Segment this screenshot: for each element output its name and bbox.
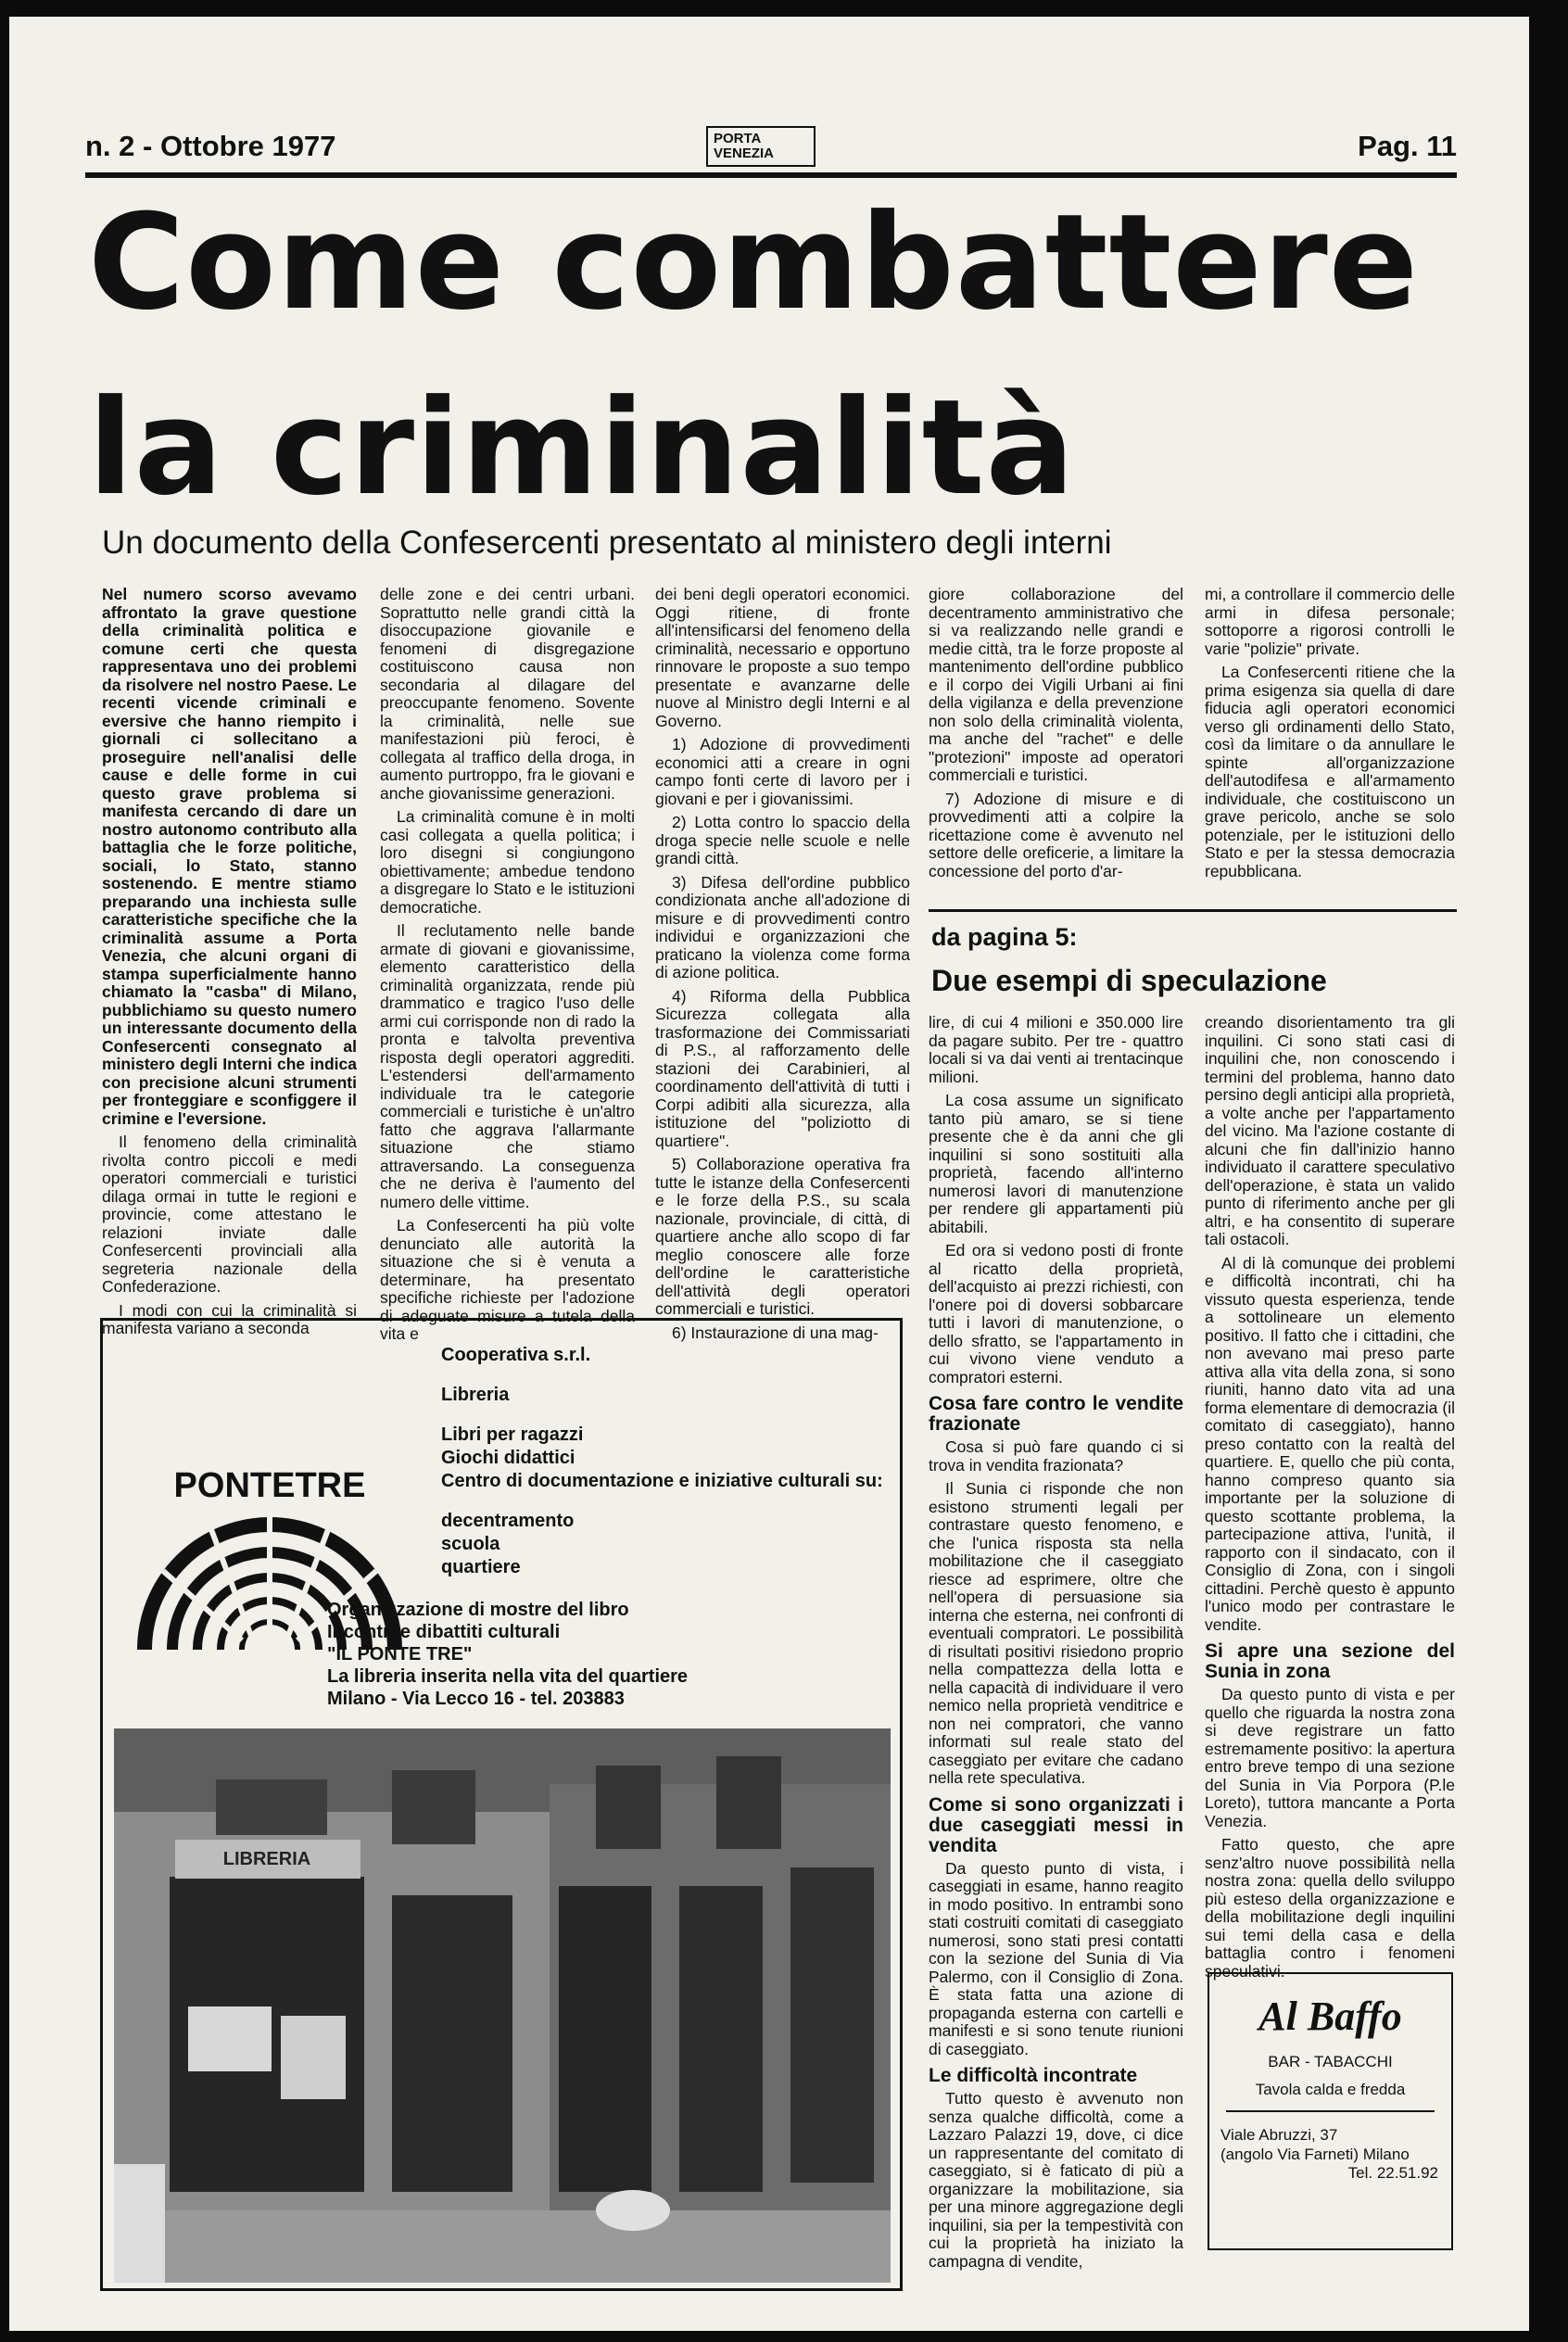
ad-line: Libri per ragazzi [441,1424,584,1445]
ad-line: La libreria inserita nella vita del quartiere [327,1666,689,1687]
ad-line: Centro di documentazione e iniziative culturali su: [441,1471,883,1491]
paragraph: La cosa assume un significato tanto più amaro, se si tiene presente che è da anni che gli inquilini si sono sostituiti alla proprietà, facendo all'interno numerosi lavori di manutenzione per rendere gli appartamenti più abitabili. [929,1091,1183,1236]
paragraph: 7) Adozione di misure e di provvedimenti atti a colpire la ricettazione come è avvenuto nel settore delle oreficerie, a limitare la concessione del porto d'ar- [929,789,1183,880]
ad-line: decentramento [441,1511,575,1531]
pontetre-advertisement [100,1318,903,2291]
ad-line: Libreria [441,1385,510,1405]
shop-sign: LIBRERIA [222,1849,311,1869]
al-baffo-phone: Tel. 22.51.92 [1347,2164,1438,2182]
paragraph: I modi con cui la criminalità si manifesta variano a seconda [102,1300,357,1337]
article-column-3 [655,586,910,1348]
paragraph: Da questo punto di vista e per quello che riguarda la nostra zona si deve registrare un fatto estremamente positivo: la apertura entro breve tempo di una sezione del Sunia in Via Porpora (P.le Loreto), tuttora mancante a Porta Venezia. [1205,1685,1455,1830]
paragraph: La Confesercenti ha più volte denunciato alle autorità la situazione che si è venuta a determinare, ha presentato specifiche richieste per l'adozione di adeguate misure a tutela della vita e [380,1216,635,1343]
paragraph: Il Sunia ci risponde che non esistono strumenti legali per contrastare questo fenomeno, e che l'unica risposta sta nella mobilitazione che il caseggiato riesce ad esprimere, oltre che nell'opera di persuasione sia interna che esterna, nei confronti di eventuali compratori. Le possibilità di risultati positivi risiedono proprio nella compattezza della lotta e nella capacità di individuare il vero nemico nella proprietà venditrice e non nei compratori, che vanno informati sul reale stato del caseggiato per evitare che cadano nella rete speculativa. [929,1479,1183,1787]
article-column-2 [380,586,635,1349]
paragraph: 1) Adozione di provvedimenti economici atti a creare in ogni campo fonti certe di lavoro per i giovani e per i giovanissimi. [655,735,910,808]
pontetre-organization [327,1599,883,1710]
section-kicker: da pagina 5: [931,923,1078,951]
paragraph: 4) Riforma della Pubblica Sicurezza collegata alla trasformazione dei Commissariati di P.S., al rafforzamento delle stazioni dei Carabinieri, al coordinamento dell'attività di tutti i Corpi adibiti alla sicurezza, alla istituzione del "poliziotto di quartiere". [655,986,910,1150]
paragraph: Ed ora si vedono posti di fronte al ricatto della proprietà, dell'acquisto ai prezzi richiesti, con l'onere poi di doversi sobbarcare tutti i lavori di manutenzione, o dello sfratto, se l'appartamento in cui vivono viene venduto a compratori esterni. [929,1241,1183,1386]
headline-line2: la criminalità [88,372,1076,525]
al-baffo-logo: Al Baffo [1258,1994,1402,2039]
al-baffo-advertisement [1208,1972,1453,2250]
divider [1226,2110,1435,2112]
subheading: Si apre una sezione del Sunia in zona [1205,1640,1455,1682]
paragraph: Tutto questo è avvenuto non senza qualche difficoltà, come a Lazzaro Palazzi 19, dove, ci dice un rappresentante del comitato di caseggiato, si è faticato di più a organizzare la mobilitazione, sia per una minore aggregazione degli inquilini, sia per la tempestività con cui la proprietà ha iniziato la campagna di vendite, [929,2089,1183,2271]
article-column-1 [102,586,357,1344]
paragraph: Al di là comunque dei problemi e difficoltà incontrati, chi ha vissuto questa esperienza, tende a sottolineare un elemento positivo. Il fatto che i cittadini, che non avevano mai preso parte attiva alla vita della zona, si sono riuniti, hanno dato vita ad una forma elementare di democrazia (il comitato di caseggiato), hanno preso contatto con la realtà del quartiere. E, quello che più conta, hanno compreso quanto sia importante per la soluzione di questo scottante problema, la partecipazione attiva, l'unità, il rapporto con il sindacato, con il Consiglio di Zona, con i singoli cittadini. Perchè questo è appunto l'unico modo per contrastare le vendite. [1205,1253,1455,1634]
speculation-column-2 [1205,1014,1455,1986]
subheading: Come si sono organizzati i due caseggiati messi in vendita [929,1793,1183,1856]
paragraph: mi, a controllare il commercio delle armi in difesa personale; sottoporre a rigorosi controlli le varie "polizie" private. [1205,585,1455,658]
paragraph: Fatto questo, che apre senz'altro nuove possibilità nella nostra zona: quella dello sviluppo più esteso della organizzazione e della mobilitazione degli inquilini sui temi della casa e della battaglia contro i fenomeni speculativi. [1205,1835,1455,1981]
ad-line: Incontri e dibattiti culturali [327,1622,561,1642]
paragraph: 2) Lotta contro lo spaccio della droga specie nelle scuole e nelle grandi città. [655,813,910,867]
al-baffo-offer: Tavola calda e fredda [1255,2081,1406,2098]
ad-line: Milano - Via Lecco 16 - tel. 203883 [327,1689,625,1709]
paragraph: Cosa si può fare quando ci si trova in vendita frazionata? [929,1437,1183,1475]
ad-line: Cooperativa s.r.l. [441,1345,591,1365]
subheadline: Un documento della Confesercenti presentato al ministero degli interni [102,525,1112,561]
ad-line: Organizzazione di mostre del libro [327,1600,629,1620]
bookshop-photo [114,1728,891,2283]
al-baffo-type: BAR - TABACCHI [1268,2053,1393,2070]
section-rule [929,909,1457,912]
paragraph: Da questo punto di vista, i caseggiati in esame, hanno reagito in modo positivo. In entrambi sono stati costruiti comitati di caseggiato numerosi, sono stati presi contatti con la sezione del Sunia di Via Palermo, con il Consiglio di Zona. È stata fatta una azione di propaganda esterna con cartelli e manifesti e si sono tenute riunioni di caseggiato. [929,1858,1183,2058]
paragraph: lire, di cui 4 milioni e 350.000 lire da pagare subito. Per tre - quattro locali si va dai venti ai trentacinque milioni. [929,1013,1183,1086]
ad-line: Giochi didattici [441,1448,575,1468]
lead-paragraph: Nel numero scorso avevamo affrontato la grave questione della criminalità politica e comune certi che questa rappresentava uno dei problemi da risolvere nel nostro Paese. Le recenti vicende criminali e eversive che hanno riempito i giornali ci sollecitano a proseguire nell'analisi delle cause e delle forme in cui questo grave problema si manifesta cercando di dare un nostro autonomo contributo alla battaglia che le forze politiche, sociali, lo Stato, stanno sostenendo. E mentre stiamo preparando una inchiesta sulle caratteristiche specifiche che la criminalità assume a Porta Venezia, che alcuni organi di stampa superficialmente hanno chiamato la "casba" di Milano, pubblichiamo su questo numero un interessante documento della Confesercenti consegnato al ministero degli Interni che indica con precisione alcuni strumenti per fronteggiare e sconfiggere il crimine e l'eversione. [102,585,357,1128]
paragraph: Il reclutamento nelle bande armate di giovani e giovanissime, elemento caratteristico della criminalità organizzata, rende più drammatico e tragico l'uso delle armi cui corrisponde non di rado la pronta e talvolta preventiva risposta degli operatori aggrediti. L'estendersi dell'armamento individuale tra le categorie commerciali e turistiche è un'altro fatto che aggrava l'allarmante situazione che stiamo attraversando. La conseguenza che ne deriva è l'aumento del numero delle vittime. [380,921,635,1211]
address-line: (angolo Via Farneti) Milano [1220,2146,1410,2163]
page-number: Pag. 11 [1358,130,1457,162]
subheading: Cosa fare contro le vendite frazionate [929,1393,1183,1435]
paragraph: 5) Collaborazione operativa fra tutte le istanze della Confesercenti e le forze della P.S., su scala nazionale, provinciale, di città, di quartiere anche allo scopo di far meglio conoscere alle forze dell'ordine le caratteristiche dell'attività degli operatori commerciali e turistici. [655,1155,910,1318]
al-baffo-address [1209,2125,1451,2164]
issue-date: n. 2 - Ottobre 1977 [85,130,336,162]
paragraph: 3) Difesa dell'ordine pubblico condizionata anche all'adozione di misure e di provvedimenti contro individui e organizzazioni che praticano la violenza come forma di azione politica. [655,872,910,981]
paragraph: creando disorientamento tra gli inquilini. Ci sono stati casi di inquilini che, non conoscendo i termini del problema, hanno dato persino degli anticipi alla proprietà, a volte anche per l'appartamento del vicino. Ma l'azione costante di alcuni che fin dall'inizio hanno individuato il carattere speculativo dell'operazione, è stata un valido punto di riferimento anche per gli altri, e ha consentito di superare tali ostacoli. [1205,1013,1455,1248]
emblem-text: PONTETRE [173,1466,366,1505]
logo-line1: PORTA [714,131,762,146]
paragraph: La criminalità comune è in molti casi collegata a quella politica; i loro disegni si congiungono obiettivamente; ambedue tendono a disgregare lo Stato e le istituzioni democratiche. [380,807,635,917]
ad-line: "IL PONTE TRE" [327,1644,473,1665]
ad-line: scuola [441,1534,500,1554]
article-column-5 [1205,586,1455,886]
pontetre-services [441,1344,895,1579]
speculation-column-1 [929,1014,1183,2276]
masthead-logo [706,126,816,167]
page-header [85,120,1457,169]
paragraph: giore collaborazione del decentramento amministrativo che si va realizzando nelle grandi e medie città, tra le forze proposte al mantenimento dell'ordine pubblico e il corpo dei Vigili Urbani ai fini della vigilanza e della prevenzione non solo della criminalità violenta, ma anche del "rachet" e delle "protezioni" imposte ad operatori commerciali e turistici. [929,585,1183,784]
section-title: Due esempi di speculazione [931,964,1327,997]
paragraph: delle zone e dei centri urbani. Soprattutto nelle grandi città la disoccupazione giovanile e fenomeni di disgregazione costituiscono causa non secondaria al dilagare del preoccupante fenomeno. Sovente la criminalità, nelle sue manifestazioni più feroci, è collegata al traffico della droga, in aumento purtroppo, fra le giovani e anche giovanissime generazioni. [380,585,635,803]
paragraph: 6) Instaurazione di una mag- [672,1323,879,1342]
article-column-4 [929,586,1183,886]
newspaper-page [9,17,1529,2331]
ad-line: quartiere [441,1557,521,1577]
paragraph: Il fenomeno della criminalità rivolta contro piccoli e medi operatori commerciali e turistici dilaga ormai in tutte le regioni e provincie, come attestano le relazioni inviate dalle Confesercenti provinciali alla segreteria nazionale della Confederazione. [102,1133,357,1296]
headline-line1: Come combattere [88,186,1420,339]
address-line: Viale Abruzzi, 37 [1220,2126,1338,2144]
header-rule [85,172,1457,178]
subheading: Le difficoltà incontrate [929,2065,1138,2086]
paragraph: dei beni degli operatori economici. Oggi ritiene, di fronte all'intensificarsi del fenomeno della criminalità, necessario e opportuno rinnovare le proposte a suo tempo presentate e avanzarne delle nuove al Ministro degli Interni e al Governo. [655,585,910,730]
logo-line2: VENEZIA [714,146,775,161]
paragraph: La Confesercenti ritiene che la prima esigenza sia quella di dare fiducia agli operatori economici verso gli ordinamenti dello Stato, così da limitare o da annullare le spinte all'organizzazione dell'autodifesa e all'armamento individuale, che costituiscono un grave pericolo, anche se solo potenziale, per le istituzioni dello Stato e per la stessa democrazia repubblicana. [1205,663,1455,880]
headline [88,186,1460,525]
